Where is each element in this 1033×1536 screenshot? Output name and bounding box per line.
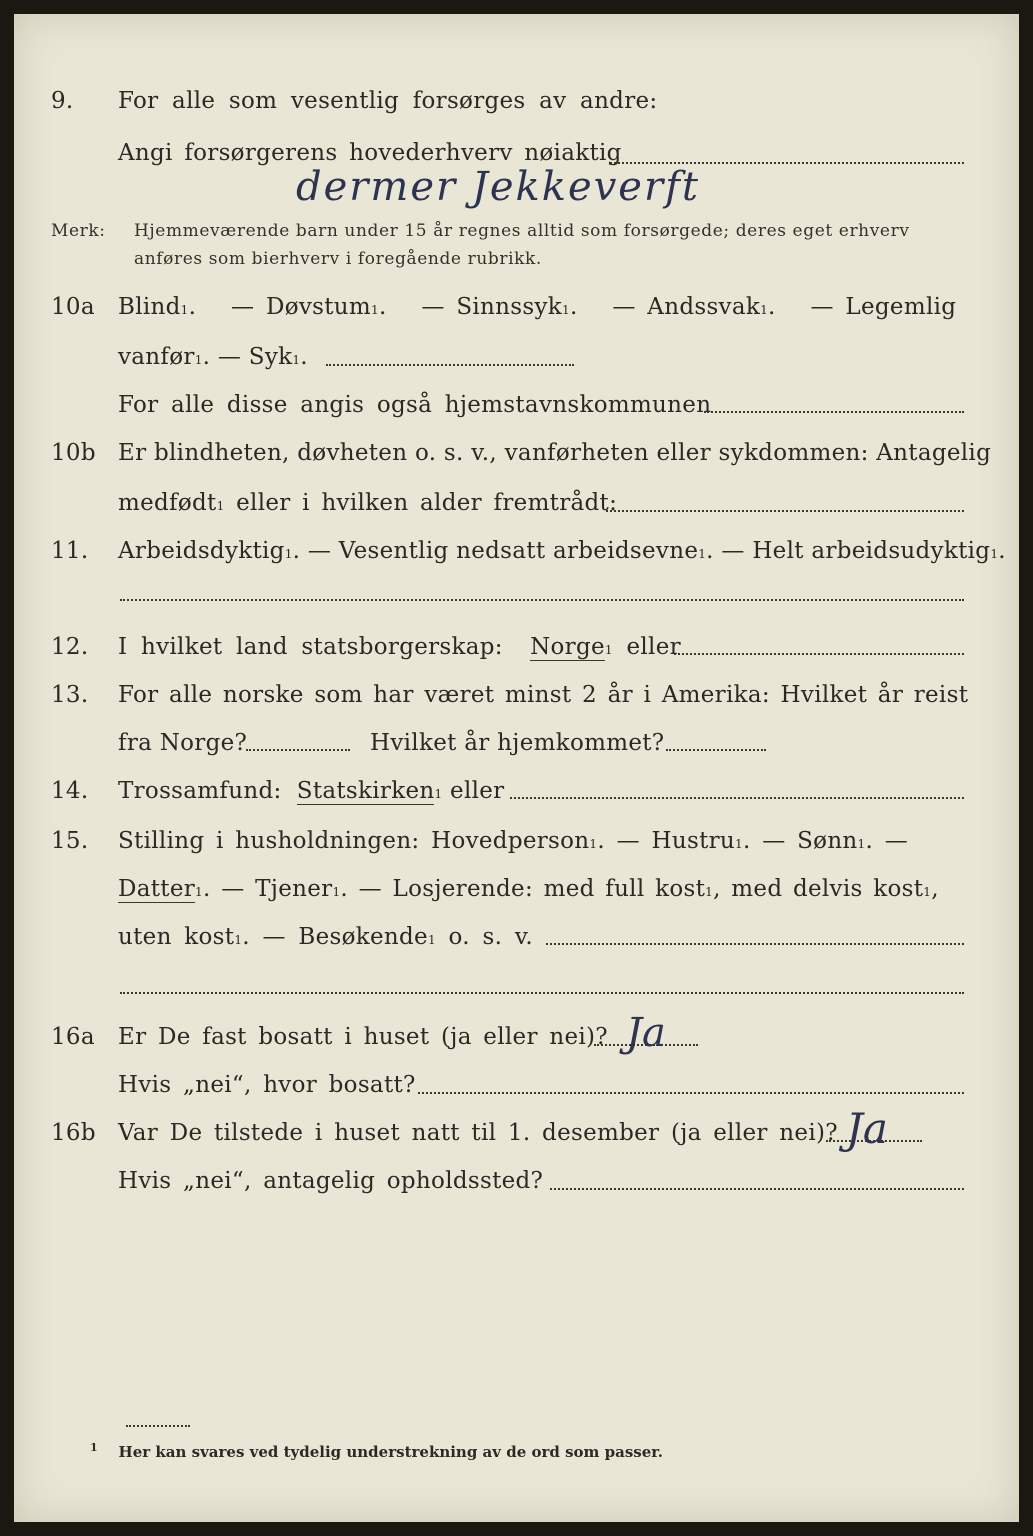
q13-reist-line — [246, 749, 350, 751]
opt-osv: o. s. v. — [448, 924, 534, 950]
q9-text2: Angi forsørgerens hovederhverv nøiaktig — [118, 140, 622, 166]
census-form-page — [14, 14, 1019, 1522]
q10b-text2 — [118, 490, 617, 516]
q9-handwritten-answer: dermer Jekkeverft — [296, 164, 700, 210]
q14-text — [118, 778, 504, 805]
opt-tjener: — Tjener — [221, 876, 333, 902]
q16b-number: 16b — [51, 1120, 96, 1146]
opt-legemlig: — Legemlig — [810, 294, 957, 320]
q16a-number: 16a — [51, 1024, 95, 1050]
q10a-text2: vanfør 1 . — Syk 1 . — [118, 344, 308, 370]
q10a-options: Blind 1 . — Døvstum 1 . — Sinnssyk 1 . — Andssvak 1 . — Legemlig — [118, 294, 957, 320]
q10a-number: 10a — [51, 294, 95, 320]
q9-text1: For alle som vesentlig forsørges av andre: — [118, 88, 658, 114]
sup: 1 — [857, 837, 866, 851]
opt-hustru: — Hustru — [616, 828, 736, 854]
q10b-alder: eller i hvilken alder fremtrådt: — [236, 490, 618, 516]
merk-label: Merk: — [51, 221, 106, 241]
q10a-answer-line — [326, 364, 574, 366]
dash: — — [884, 828, 909, 854]
sup: 1 — [434, 787, 443, 801]
q16b-text1: Var De tilstede i huset natt til 1. desember (ja eller nei)? — [118, 1120, 838, 1146]
merk-line1: Hjemmeværende barn under 15 år regnes alltid som forsørgede; deres eget erhverv — [134, 221, 910, 241]
q11-number: 11. — [51, 538, 89, 564]
q15-text3: uten kost 1 . — Besøkende 1 o. s. v. — [118, 924, 534, 950]
q12-norge-underlined: Norge — [530, 634, 605, 660]
q11-answer-line — [120, 599, 964, 601]
q16a-text1: Er De fast bosatt i huset (ja eller nei)? — [118, 1024, 608, 1050]
q10a-kommune-line — [704, 411, 964, 413]
q16b-opholdssted-line — [550, 1188, 964, 1190]
q14-label: Trossamfund: — [118, 778, 282, 804]
q10b-text1: Er blindheten, døvheten o. s. v., vanførheten eller sykdommen: Antagelig — [118, 440, 992, 466]
q13-hjemkommet-line — [666, 749, 766, 751]
q14-eller: eller — [450, 778, 505, 804]
q12-question: I hvilket land statsborgerskap: — [118, 634, 503, 660]
footnote-rule — [126, 1425, 190, 1427]
q15-extra-line — [120, 992, 964, 994]
sup: 1 — [180, 303, 189, 317]
opt-medfodt: medfødt — [118, 490, 217, 516]
q15-text2: Datter 1 . — Tjener 1 . — Losjerende: med full kost 1 , med delvis kost 1 , — [118, 876, 939, 902]
opt-full-kost: — Losjerende: med full kost — [358, 876, 706, 902]
sup: 1 — [194, 353, 203, 367]
sup: 1 — [332, 885, 341, 899]
opt-delvis-kost: , med delvis kost — [713, 876, 924, 902]
opt-arbeidsdyktig: Arbeidsdyktig — [118, 538, 285, 564]
sup: 1 — [705, 885, 714, 899]
opt-sinnssyk: — Sinnssyk — [421, 294, 562, 320]
opt-dovstum: — Døvstum — [231, 294, 372, 320]
q16a-text2: Hvis „nei“, hvor bosatt? — [118, 1072, 416, 1098]
q10b-number: 10b — [51, 440, 96, 466]
q16a-handwritten-answer: Ja — [626, 1010, 666, 1056]
opt-syk: — Syk — [217, 344, 293, 370]
q16b-text2: Hvis „nei“, antagelig opholdssted? — [118, 1168, 544, 1194]
q16b-handwritten-answer: Ja — [846, 1104, 888, 1153]
opt-blind: Blind — [118, 294, 181, 320]
sup: 1 — [562, 303, 570, 317]
sup: 1 — [735, 837, 743, 851]
opt-besokende: — Besøkende — [262, 924, 428, 950]
q13-number: 13. — [51, 682, 89, 708]
opt-hovedperson: Stilling i husholdningen: Hovedperson — [118, 828, 590, 854]
q11-text: Arbeidsdyktig 1 . — Vesentlig nedsatt arbeidsevne 1 . — Helt arbeidsudyktig 1 . — [118, 538, 1006, 564]
q15-text1: Stilling i husholdningen: Hovedperson 1 . — Hustru 1 . — Sønn 1 . — — [118, 828, 909, 854]
q14-answer-line — [510, 797, 964, 799]
opt-vanfor: vanfør — [118, 344, 195, 370]
footnote-text: Her kan svares ved tydelig understrekning av de ord som passer. — [118, 1443, 664, 1461]
q13-text1: For alle norske som har været minst 2 år i Amerika: Hvilket år reist — [118, 682, 969, 708]
opt-uten-kost: uten kost — [118, 924, 235, 950]
q15-answer-line — [546, 943, 964, 945]
sup: 1 — [371, 303, 379, 317]
q12-number: 12. — [51, 634, 89, 660]
comma: , — [931, 876, 939, 902]
sup: 1 — [760, 303, 769, 317]
opt-andssvak: — Andssvak — [612, 294, 761, 320]
sup: 1 — [284, 547, 293, 561]
q13-reist: fra Norge? — [118, 730, 248, 756]
sup: 1 — [195, 885, 203, 899]
merk-line2: anføres som bierhverv i foregående rubrikk. — [134, 249, 542, 269]
opt-datter-underlined: Datter — [118, 876, 196, 902]
sup: 1 — [604, 643, 613, 657]
q10b-answer-line — [606, 510, 964, 512]
q12-answer-line — [674, 653, 964, 655]
q16a-bosatt-line — [418, 1092, 964, 1094]
sup: 1 — [923, 885, 932, 899]
q10a-text3: For alle disse angis også hjemstavnskommunen — [118, 392, 712, 418]
opt-sonn: — Sønn — [762, 828, 858, 854]
opt-nedsatt: — Vesentlig nedsatt arbeidsevne — [307, 538, 699, 564]
sup: 1 — [292, 353, 301, 367]
sup: 1 — [990, 547, 999, 561]
opt-udyktig: — Helt arbeidsudyktig — [721, 538, 991, 564]
sup: 1 — [234, 933, 243, 947]
q9-number: 9. — [51, 88, 74, 114]
q13-hjemkommet: Hvilket år hjemkommet? — [370, 730, 665, 756]
sup: 1 — [589, 837, 598, 851]
q14-number: 14. — [51, 778, 89, 804]
q14-statskirken-underlined: Statskirken — [296, 778, 435, 804]
sup: 1 — [216, 499, 225, 513]
footnote — [90, 1441, 663, 1461]
q15-number: 15. — [51, 828, 89, 854]
sup: 1 — [427, 933, 436, 947]
footnote-mark: 1 — [90, 1441, 98, 1454]
q12-text — [118, 634, 681, 661]
q12-eller: eller — [626, 634, 681, 660]
sup: 1 — [698, 547, 707, 561]
